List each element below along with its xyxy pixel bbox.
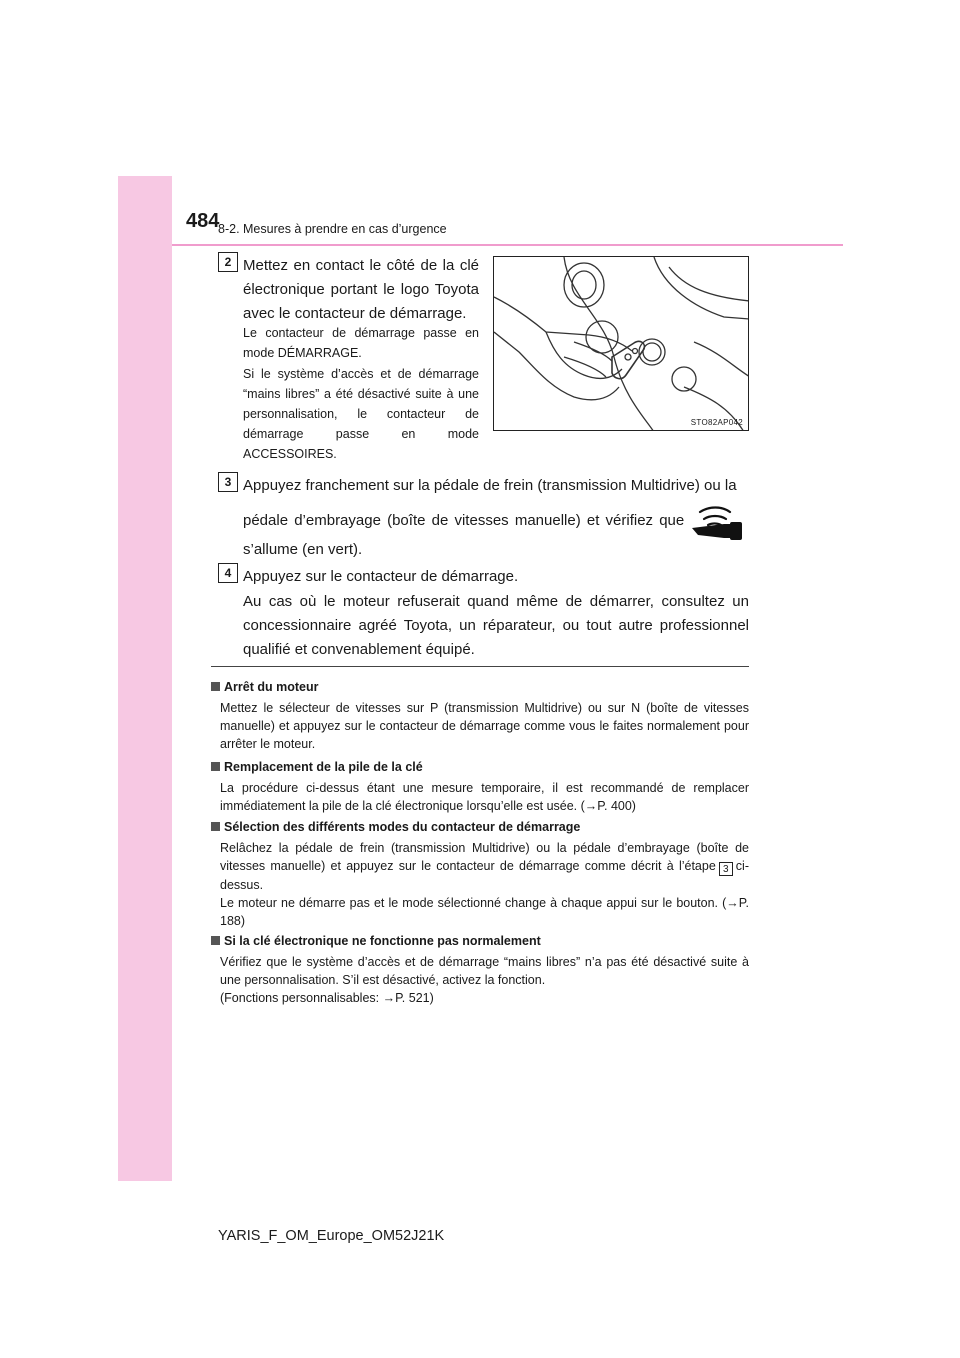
- note-title: Remplacement de la pile de la clé: [224, 760, 423, 774]
- note-key-malfunction: [211, 932, 749, 1007]
- note-engine-stop: [211, 678, 749, 753]
- illustration-code: STO82AP042: [690, 418, 743, 427]
- illustration-key-on-start-button: [493, 256, 749, 431]
- page-number: 484: [186, 210, 220, 232]
- note-title: Si la clé électronique ne fonctionne pas normalement: [224, 934, 541, 948]
- footer-doc-id: YARIS_F_OM_Europe_OM52J21K: [218, 1228, 445, 1244]
- step-2-text: Mettez en contact le côté de la clé électronique portant le logo Toyota avec le contacteur de démarrage.: [243, 257, 479, 322]
- key-indicator-icon: [690, 502, 746, 542]
- step-number-4: 4: [218, 563, 238, 583]
- section-title: 8-2. Mesures à prendre en cas d’urgence: [218, 222, 447, 236]
- note-body: [211, 839, 749, 930]
- note-battery-replacement: [211, 758, 749, 815]
- note-mode-selection: [211, 818, 749, 930]
- note-body-part1: Relâchez la pédale de frein (transmission Multidrive) ou la pédale d’embrayage (boîte de vitesses manuelle) et appuyez sur le contacteur de démarrage comme décrit à l’étape: [220, 841, 749, 873]
- step-3-text-line1: Appuyez franchement sur la pédale de frein (transmission Multidrive) ou la: [243, 477, 737, 494]
- step-3-text-line3: s’allume (en vert).: [243, 541, 363, 558]
- note-body: Vérifiez que le système d’accès et de démarrage “mains libres” n’a pas été désactivé suite à une personnalisation. S’il est désactivé, activez la fonction. (Fonctions personnalisables: →P. 521): [220, 955, 749, 1005]
- bullet-square-icon: [211, 682, 220, 691]
- hand-holding-key-icon: [494, 257, 749, 431]
- note-title: Sélection des différents modes du contacteur de démarrage: [224, 820, 581, 834]
- notes-divider: [211, 666, 749, 667]
- chapter-sidebar: [118, 176, 172, 1181]
- step-2-note-accessoires: Si le système d’accès et de démarrage “mains libres” a été désactivé suite à une personnalisation, le contacteur de démarrage passe en mode ACCESSOIRES.: [243, 367, 479, 461]
- note-body-part2: ci-dessus. Le moteur ne démarre pas et le mode sélectionné change à chaque appui sur le bouton. (→P. 188): [220, 859, 749, 928]
- step-2-note-mode: Le contacteur de démarrage passe en mode DÉMARRAGE.: [243, 326, 479, 360]
- bullet-square-icon: [211, 762, 220, 771]
- bullet-square-icon: [211, 936, 220, 945]
- step-number-2: 2: [218, 252, 238, 272]
- note-body: La procédure ci-dessus étant une mesure temporaire, il est recommandé de remplacer immédiatement la pile de la clé électronique lorsqu’elle est usée. (→P. 400): [220, 781, 749, 813]
- step-3-text-line2: pédale d’embrayage (boîte de vitesses manuelle) et vérifiez que: [243, 512, 685, 529]
- step-reference-box: 3: [719, 862, 733, 876]
- note-body: Mettez le sélecteur de vitesses sur P (transmission Multidrive) ou sur N (boîte de vitesses manuelle) et appuyez sur le contacteur de démarrage comme vous le faites normalement pour arrêter le moteur.: [220, 701, 749, 751]
- step-4-text: Appuyez sur le contacteur de démarrage.: [243, 568, 519, 585]
- header-rule: [172, 244, 843, 246]
- conclusion-text: Au cas où le moteur refuserait quand même de démarrer, consultez un concessionnaire agréé Toyota, un réparateur, ou tout autre professionnel qualifié et convenablement équipé.: [243, 593, 749, 658]
- step-number-3: 3: [218, 472, 238, 492]
- note-title: Arrêt du moteur: [224, 680, 319, 694]
- bullet-square-icon: [211, 822, 220, 831]
